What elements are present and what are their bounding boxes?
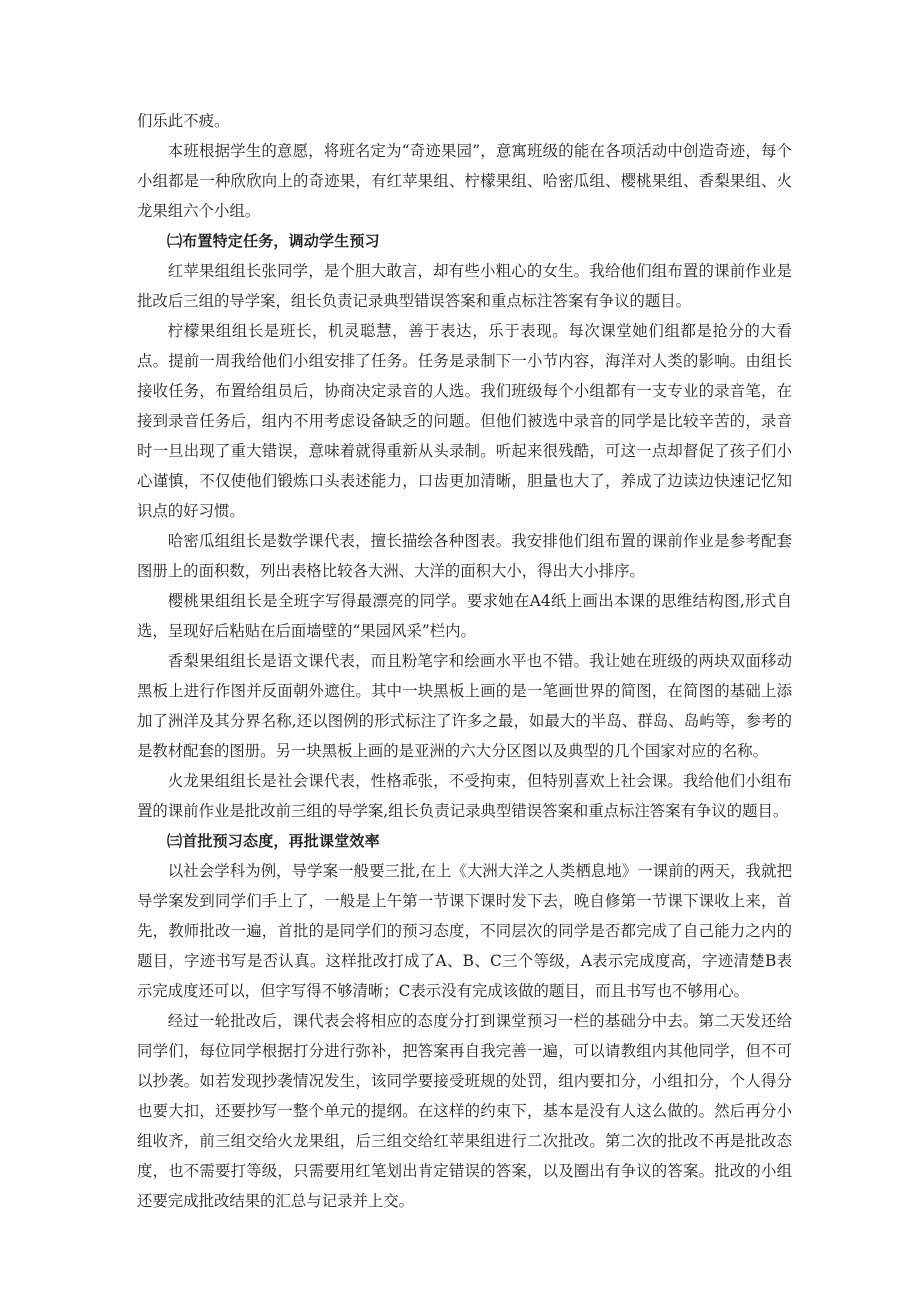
- paragraph-lemon-group: 柠檬果组组长是班长，机灵聪慧，善于表达，乐于表现。每次课堂她们组都是抢分的大看点。提前一周我给他们小组安排了任务。任务是录制下一小节内容，海洋对人类的影响。由组长接收任务，布置给组员后，协商决定录音的人选。我们班级每个小组都有一支专业的录音笔，在接到录音任务后，组内不用考虑设备缺乏的问题。但他们被选中录音的同学是比较辛苦的，录音时一旦出现了重大错误，意味着就得重新从头录制。听起来很残酷，可这一点却督促了孩子们小心谨慎，不仅使他们锻炼口头表述能力，口齿更加清晰，胆量也大了，养成了边读边快速记忆知识点的好习惯。: [137, 322, 792, 520]
- paragraph-cherry-group: 樱桃果组组长是全班字写得最漂亮的同学。要求她在A4纸上画出本课的思维结构图,形式自选，呈现好后粘贴在后面墙壁的“果园风采”栏内。: [137, 592, 792, 640]
- paragraph-pear-group: 香梨果组组长是语文课代表，而且粉笔字和绘画水平也不错。我让她在班级的两块双面移动黑板上进行作图并反面朝外遮住。其中一块黑板上画的是一笔画世界的简图，在简图的基础上添加了洲洋及其分界名称,还以图例的形式标注了许多之最，如最大的半岛、群岛、岛屿等，参考的是教材配套的图册。另一块黑板上画的是亚洲的六大分区图以及典型的几个国家对应的名称。: [137, 652, 792, 760]
- paragraph-first-correction: 以社会学科为例，导学案一般要三批,在上《大洲大洋之人类栖息地》一课前的两天，我就把导学案发到同学们手上了，一般是上午第一节课下课时发下去，晚自修第一节课下课收上来，首先，教师批改一遍，首批的是同学们的预习态度，不同层次的同学是否都完成了自己能力之内的题目，字迹书写是否认真。这样批改打成了A、B、C三个等级，A表示完成度高，字迹清楚B表示完成度还可以，但字写得不够清晰；C表示没有完成该做的题目，而且书写也不够用心。: [137, 862, 792, 1000]
- document-page: [137, 106, 792, 1216]
- section-heading-2: ㈡布置特定任务，调动学生预习: [167, 232, 380, 250]
- section-heading-3: ㈢首批预习态度，再批课堂效率: [167, 832, 380, 850]
- paragraph-dragon-fruit-group: 火龙果组组长是社会课代表，性格乖张，不受拘束，但特别喜欢上社会课。我给他们小组布置的课前作业是批改前三组的导学案,组长负责记录典型错误答案和重点标注答案有争议的题目。: [137, 772, 792, 820]
- paragraph-red-apple-group: 红苹果组组长张同学，是个胆大敢言，却有些小粗心的女生。我给他们组布置的课前作业是批改后三组的导学案，组长负责记录典型错误答案和重点标注答案有争议的题目。: [137, 262, 792, 310]
- paragraph-second-correction: 经过一轮批改后，课代表会将相应的态度分打到课堂预习一栏的基础分中去。第二天发还给同学们，每位同学根据打分进行弥补，把答案再自我完善一遍，可以请教组内其他同学，但不可以抄袭。如若发现抄袭情况发生，该同学要接受班规的处罚，组内要扣分，小组扣分，个人得分也要大扣，还要抄写一整个单元的提纲。在这样的约束下，基本是没有人这么做的。然后再分小组收齐，前三组交给火龙果组，后三组交给红苹果组进行二次批改。第二次的批改不再是批改态度，也不需要打等级，只需要用红笔划出肯定错误的答案，以及圈出有争议的答案。批改的小组还要完成批改结果的汇总与记录并上交。: [137, 1012, 792, 1210]
- paragraph-class-name: 本班根据学生的意愿，将班名定为“奇迹果园”，意寓班级的能在各项活动中创造奇迹，每个小组都是一种欣欣向上的奇迹果，有红苹果组、柠檬果组、哈密瓜组、樱桃果组、香梨果组、火龙果组六个小组。: [137, 142, 792, 220]
- paragraph-continuation: 们乐此不疲。: [137, 112, 230, 130]
- paragraph-hami-melon-group: 哈密瓜组组长是数学课代表，擅长描绘各种图表。我安排他们组布置的课前作业是参考配套图册上的面积数，列出表格比较各大洲、大洋的面积大小，得出大小排序。: [137, 532, 792, 580]
